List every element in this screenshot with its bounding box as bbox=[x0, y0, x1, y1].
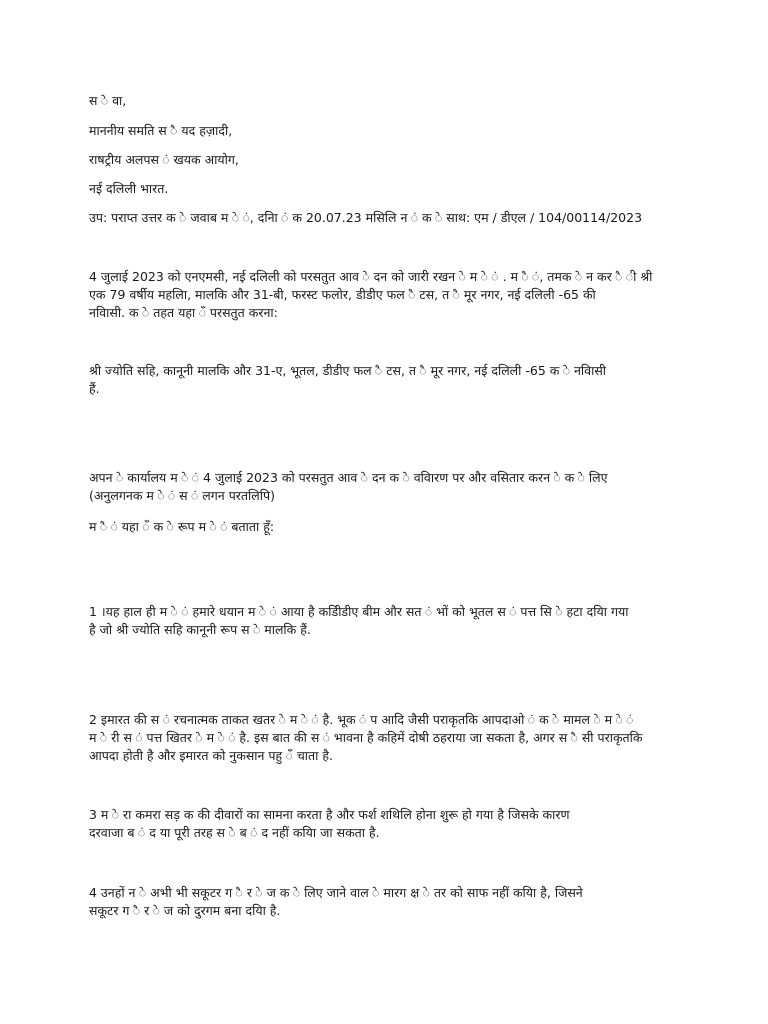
address-line-2: राषट्रीय अलपस ं खयक आयोग, bbox=[89, 152, 239, 167]
intro-line-3: नवािसी. क े तहत यहा ँ परसतुत करना: bbox=[89, 305, 278, 320]
point-2-line-3: आपदा होती है और इमारत को नुकसान पहु ँ चाता है. bbox=[89, 748, 333, 763]
address-line-1: माननीय समति स ै यद हज़ादी, bbox=[89, 123, 233, 138]
point-3-line-2: दरवाजा ब ं द या पूरी तरह स े ब ं द नहीं कयिा जा सकता है. bbox=[89, 825, 380, 840]
party-line-1: श्री ज्योति सहि, कानूनी मालकि और 31-ए, भूतल, डीडीए फल ै टस, त ै मूर नगर, नई दलिली -65 क े नवािसी bbox=[89, 363, 607, 378]
point-2-line-2: म े री स ं पत्त खितर े म े ं है. इस बात की स ं भावना है कहिमें दोषी ठहराया जा सकता है, अगर स ै सी पराकृतकि bbox=[89, 730, 643, 745]
context-line-1: अपन े कार्यालय म े ं 4 जुलाई 2023 को परसतुत आव े दन क े ववािरण पर और वसितार करन े क े लिए bbox=[89, 470, 608, 485]
point-3-line-1: 3 म े रा कमरा सड़ क की दीवारों का सामना करता है और फर्श शथिलि होना शुरू हो गया है जिसके कारण bbox=[89, 807, 570, 822]
point-4-line-1: 4 उनहों न े अभी भी सकूटर ग ै र े ज क े लिए जाने वाल े मारग क्ष े तर को साफ नहीं कयिा है, जिसने bbox=[89, 885, 583, 900]
point-2-line-1: 2 इमारत की स ं रचनात्मक ताकत खतर े म े ं है. भूक ं प आदि जैसी पराकृतकि आपदाओ ं क े मामल े म े ं bbox=[89, 712, 634, 727]
intro-line-1: 4 जुलाई 2023 को एनएमसी, नई दलिली को परसतुत आव े दन को जारी रखन े म े ं . म ै ं, तमक े न कर ै ी श्री bbox=[89, 269, 653, 284]
statement-line: म ै ं यहा ँ क े रूप म े ं बताता हूँ: bbox=[89, 519, 275, 534]
party-line-2: हैं. bbox=[89, 381, 100, 396]
intro-line-2: एक 79 वर्षीय महलिा, मालकि और 31-बी, फरस्ट फलोर, डीडीए फल ै टस, त ै मूर नगर, नई दलिली -65 की bbox=[89, 287, 596, 302]
intro-paragraph bbox=[89, 268, 684, 322]
point-3 bbox=[89, 806, 684, 842]
point-1 bbox=[89, 603, 684, 639]
point-4 bbox=[89, 884, 684, 920]
subject-line: उप: पराप्त उत्तर क े जवाब म े ं, दनिा ं क 20.07.23 मसिलि न ं क े साथ: एम / डीएल / 104/00114/2023 bbox=[89, 210, 643, 225]
party-paragraph bbox=[89, 362, 684, 398]
context-line-2: (अनुलगनक म े ं स ं लगन परतलिपि) bbox=[89, 488, 275, 503]
context-paragraph bbox=[89, 469, 684, 505]
point-2 bbox=[89, 711, 684, 765]
salutation: स े वा, bbox=[89, 93, 127, 108]
point-4-line-2: सकूटर ग ै र े ज को दुरगम बना दयिा है. bbox=[89, 903, 281, 918]
point-1-line-1: 1 ।यह हाल ही म े ं हमारे धयान म े ं आया है कडिीडीए बीम और सत ं भों को भूतल स ं पत्त सि े हटा दयिा गया bbox=[89, 604, 629, 619]
address-line-3: नई दलिली भारत. bbox=[89, 181, 169, 196]
point-1-line-2: है जो श्री ज्योति सहि कानूनी रूप स े मालकि हैं. bbox=[89, 622, 311, 637]
